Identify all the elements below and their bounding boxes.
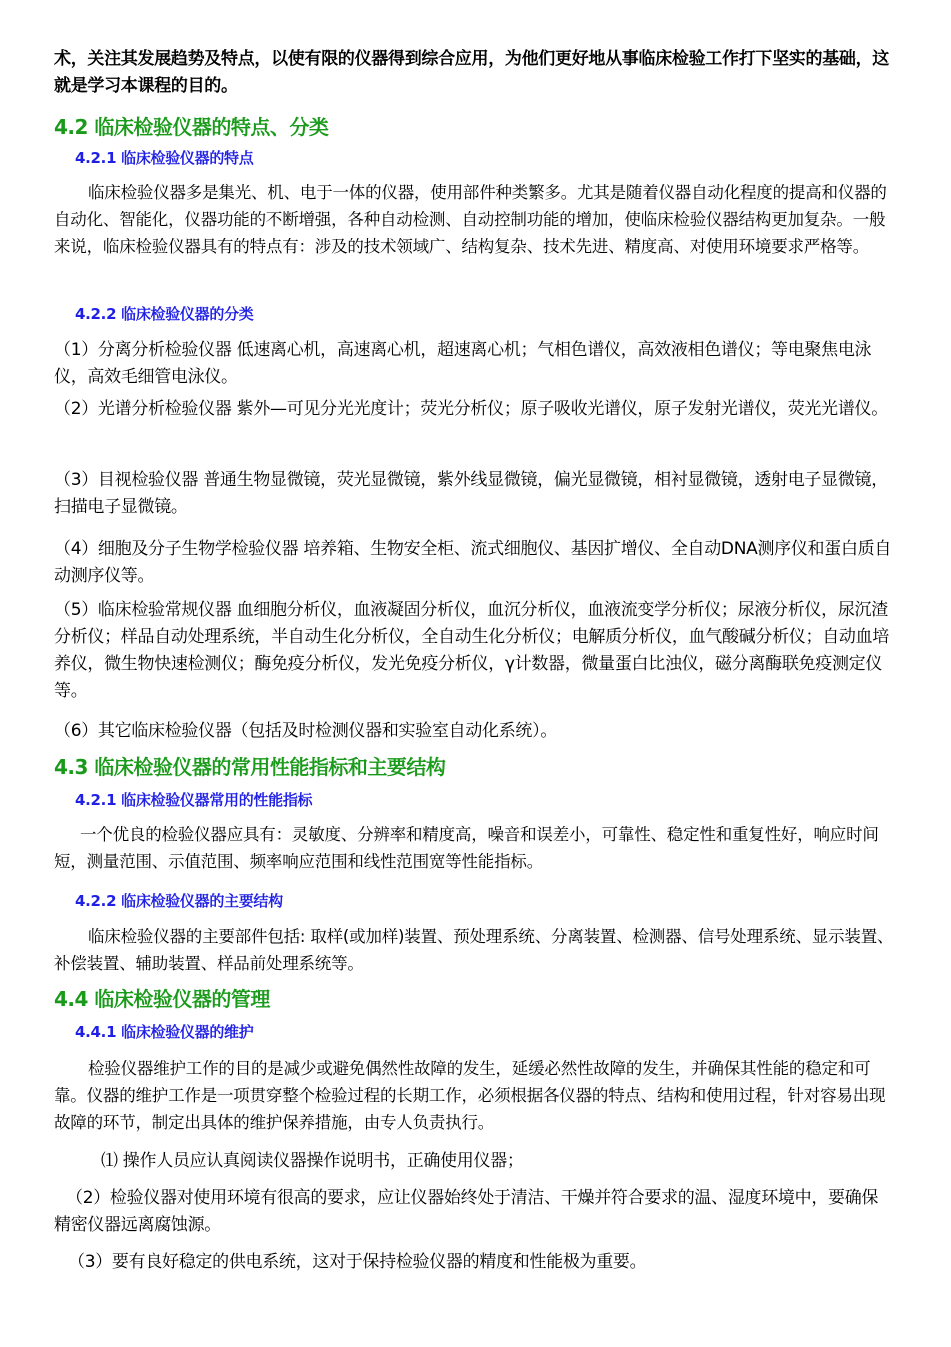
- subsection-heading-4-2-2: 4.2.2 临床检验仪器的分类: [75, 305, 254, 323]
- subsection-heading-4-4-1: 4.4.1 临床检验仪器的维护: [75, 1023, 254, 1041]
- structure-paragraph: [54, 923, 894, 977]
- maintenance-paragraph: 检验仪器维护工作的目的是减少或避免偶然性故障的发生，延缓必然性故障的发生，并确保其性能的稳定和可靠。仪器的维护工作是一项贯穿整个检验过程的长期工作，必须根据各仪器的特点、结构和使用过程，针对容易出现故障的环节，制定出具体的维护保养措施，由专人负责执行。: [54, 1059, 886, 1132]
- subsection-heading-performance: 4.2.1 临床检验仪器常用的性能指标: [75, 791, 313, 809]
- structure-text-serif: 临床检验仪器的主要部件: [88, 927, 268, 946]
- features-paragraph: 临床检验仪器多是集光、机、电于一体的仪器，使用部件种类繁多。尤其是随着仪器自动化程度的提高和仪器的自动化、智能化，仪器功能的不断增强，各种自动检测、自动控制功能的增加，使临床检验仪器结构更加复杂。一般来说，临床检验仪器具有的特点有：涉及的技术领域广、结构复杂、技术先进、精度高、对使用环境要求严格等。: [54, 183, 887, 256]
- classification-item-1: （1）分离分析检验仪器 低速离心机，高速离心机，超速离心机；气相色谱仪，高效液相色谱仪；等电聚焦电泳仪，高效毛细管电泳仪。: [54, 340, 872, 387]
- classification-item-2: （2）光谱分析检验仪器 紫外—可见分光光度计；荧光分析仪；原子吸收光谱仪，原子发射光谱仪，荧光光谱仪。: [54, 399, 888, 419]
- classification-item-4: （4）细胞及分子生物学检验仪器 培养箱、生物安全柜、流式细胞仪、基因扩增仪、全自动DNA测序仪和蛋白质自动测序仪等。: [54, 539, 892, 586]
- subsection-heading-4-2-1: 4.2.1 临床检验仪器的特点: [75, 149, 254, 167]
- classification-item-3: （3）目视检验仪器 普通生物显微镜，荧光显微镜，紫外线显微镜，偏光显微镜，相衬显微镜，透射电子显微镜，扫描电子显微镜。: [54, 470, 888, 517]
- section-heading-4-2: 4.2 临床检验仪器的特点、分类: [54, 115, 329, 139]
- performance-text-serif: 一个优良的检验仪器应具有：灵敏度、分辨率和精度高，噪音和误差小，可靠性、稳定性和重复性好，响应时间短，测量范围、示值范围、频率响应范围和: [54, 825, 879, 871]
- section-heading-4-3: 4.3 临床检验仪器的常用性能指标和主要结构: [54, 755, 446, 779]
- subsection-heading-structure: 4.2.2 临床检验仪器的主要结构: [75, 892, 283, 910]
- performance-paragraph: [54, 821, 894, 875]
- classification-item-6: （6）其它临床检验仪器（包括及时检测仪器和实验室自动化系统）。: [54, 721, 558, 741]
- maintenance-item-3: （3）要有良好稳定的供电系统，这对于保持检验仪器的精度和性能极为重要。: [68, 1252, 647, 1272]
- classification-item-5: （5）临床检验常规仪器 血细胞分析仪，血液凝固分析仪，血沉分析仪，血液流变学分析仪；尿液分析仪，尿沉渣分析仪；样品自动处理系统，半自动生化分析仪，全自动生化分析仪；电解质分析仪，血气酸碱分析仪；自动血培养仪，微生物快速检测仪；酶免疫分析仪，发光免疫分析仪，γ计数器，微量蛋白比浊仪，磁分离酶联免疫测定仪等。: [54, 600, 889, 701]
- maintenance-item-1: ⑴ 操作人员应认真阅读仪器操作说明书，正确使用仪器；: [101, 1151, 524, 1171]
- section-heading-4-4: 4.4 临床检验仪器的管理: [54, 987, 270, 1011]
- maintenance-item-2: （2）检验仪器对使用环境有很高的要求，应让仪器始终处于清洁、干燥并符合要求的温、湿度环境中，要确保精密仪器远离腐蚀源。: [54, 1188, 879, 1235]
- structure-text-sans: 包括: 取样(或加样)装置、预处理系统、分离装置、检测器、信号处理系统、显示装置、补偿装置、辅助装置、样品前处理系统等。: [54, 927, 894, 973]
- performance-text-sans: 线性范围宽等性能指标。: [363, 852, 544, 871]
- intro-paragraph: 术，关注其发展趋势及特点，以使有限的仪器得到综合应用，为他们更好地从事临床检验工作打下坚实的基础，这就是学习本课程的目的。: [54, 49, 889, 96]
